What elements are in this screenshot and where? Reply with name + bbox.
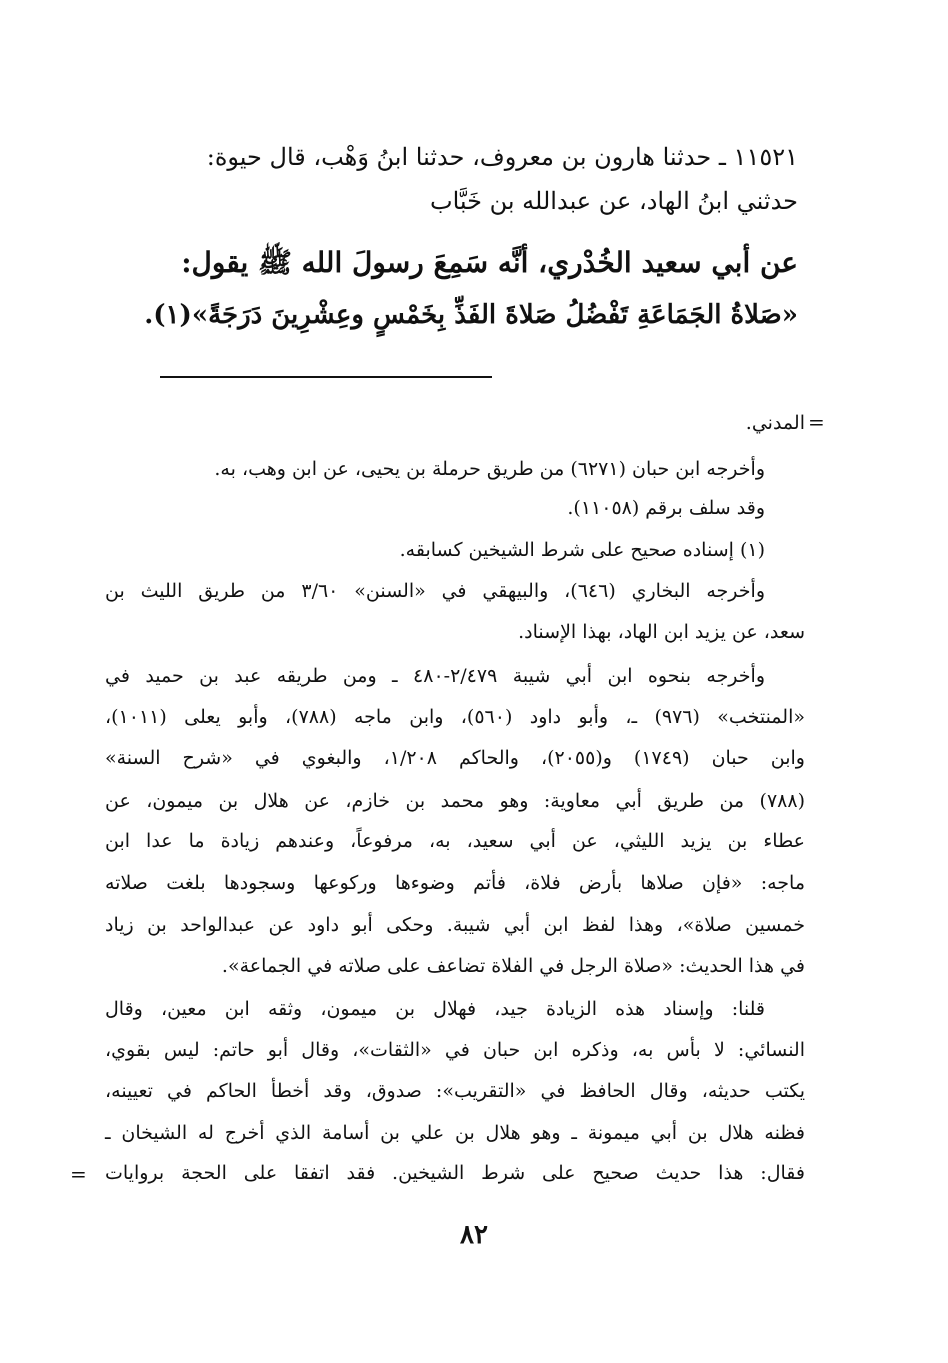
footnote-line: (٧٨٨) من طريق أبي معاوية: وهو محمد بن خازم، عن هلال بن ميمون، عن xyxy=(105,790,805,812)
hadith-matn-line: عن أبي سعيد الخُدْري، أنَّه سَمِعَ رسولَ الله ﷺ يقول: xyxy=(181,246,798,279)
footnote-line: فقال: هذا حديث صحيح على شرط الشيخين. فقد اتفقا على الحجة بروايات xyxy=(105,1162,805,1184)
page-number: ٨٢ xyxy=(460,1220,488,1250)
footnote-line: المدني. xyxy=(745,412,805,434)
footnote-line: في هذا الحديث: «صلاة الرجل في الفلاة تضاعف على صلاته في الجماعة». xyxy=(221,955,805,977)
continuation-marker-top: = xyxy=(808,410,825,434)
continuation-marker-bottom: = xyxy=(70,1162,87,1186)
footnote-line: وأخرجه ابن حبان (٦٢٧١) من طريق حرملة بن يحيى، عن ابن وهب، به. xyxy=(214,458,765,480)
footnote-line: وقد سلف برقم (١١٠٥٨). xyxy=(567,497,765,519)
footnote-line: فظنه هلال بن أبي ميمونة ـ وهو هلال بن علي بن أسامة الذي أخرج له الشيخان ـ xyxy=(105,1122,805,1144)
footnote-line: قلنا: وإسناد هذه الزيادة جيد، فهلال بن ميمون، وثقه ابن معين، وقال xyxy=(105,998,765,1020)
hadith-matn-line: «صَلاةُ الجَمَاعَةِ تَفْضُلُ صَلاةَ الفَذِّ بِخَمْسٍ وعِشْرِينَ دَرَجَةً»(١). xyxy=(144,300,798,330)
hadith-isnad-line: حدثني ابنُ الهاد، عن عبدالله بن خَبَّاب xyxy=(429,187,798,215)
footnote-line: خمسين صلاة»، وهذا لفظ ابن أبي شيبة. وحكى أبو داود عن عبدالواحد بن زياد xyxy=(105,914,805,936)
footnote-line: يكتب حديثه، وقال الحافظ في «التقريب»: صدوق، وقد أخطأ الحاكم في تعيينه، xyxy=(105,1080,805,1102)
footnote-line: وابن حبان (١٧٤٩) و(٢٠٥٥)، والحاكم ١/٢٠٨، والبغوي في «شرح السنة» xyxy=(105,747,805,769)
footnote-line: ماجه: «فإن صلاها بأرض فلاة، فأتم وضوءها وركوعها وسجودها بلغت صلاته xyxy=(105,872,805,894)
footnote-line: وأخرجه البخاري (٦٤٦)، والبيهقي في «السنن» ٣/٦٠ من طريق الليث بن xyxy=(105,580,765,602)
hadith-isnad-line: ١١٥٢١ ـ حدثنا هارون بن معروف، حدثنا ابنُ وَهْب، قال حيوة: xyxy=(206,143,798,171)
footnote-line: وأخرجه بنحوه ابن أبي شيبة ٢/٤٧٩-٤٨٠ ـ ومن طريقه عبد بن حميد في xyxy=(105,665,765,687)
footnote-line: عطاء بن يزيد الليثي، عن أبي سعيد، به، مرفوعاً، وعندهم زيادة ما عدا ابن xyxy=(105,830,805,852)
footnote-line: «المنتخب» (٩٧٦) ـ، وأبو داود (٥٦٠)، وابن ماجه (٧٨٨)، وأبو يعلى (١٠١١)، xyxy=(105,706,805,728)
footnote-line: سعد، عن يزيد ابن الهاد، بهذا الإسناد. xyxy=(518,621,805,643)
footnote-separator xyxy=(160,376,492,378)
footnote-line: (١) إسناده صحيح على شرط الشيخين كسابقه. xyxy=(399,539,765,561)
footnote-line: النسائي: لا بأس به، وذكره ابن حبان في «الثقات»، وقال أبو حاتم: ليس بقوي، xyxy=(105,1039,805,1061)
